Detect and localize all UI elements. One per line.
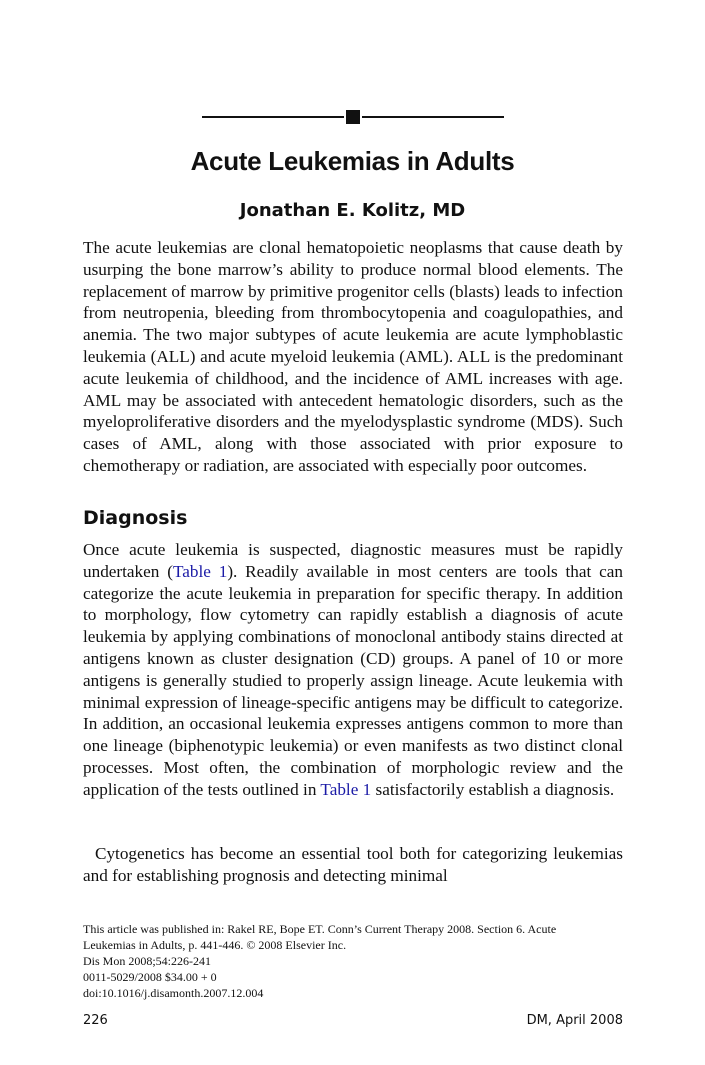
section-heading-diagnosis: Diagnosis xyxy=(83,507,188,529)
footnote-line: Leukemias in Adults, p. 441-446. © 2008 Elsevier Inc. xyxy=(83,938,347,952)
article-author: Jonathan E. Kolitz, MD xyxy=(239,200,466,221)
abstract-paragraph: The acute leukemias are clonal hematopoietic neoplasms that cause death by usurping the bone marrow’s ability to produce normal blood elements. The replacement of marrow by primitive progenitor cells (blasts) leads to infection from neutropenia, bleeding from thrombocytopenia and coagulopathies, and anemia. The two major subtypes of acute leukemia are acute lymphoblastic leukemia (ALL) and acute myeloid leukemia (AML). ALL is the predominant acute leukemia of childhood, and the incidence of AML increases with age. AML may be associated with antecedent hematologic disorders, such as the myeloproliferative disorders and the myelodysplastic syndrome (MDS). Such cases of AML, along with those associated with prior exposure to chemotherapy or radiation, are associated with especially poor outcomes. xyxy=(83,238,623,475)
page-number: 226 xyxy=(83,1013,108,1028)
diagnosis-paragraph-1 xyxy=(83,539,623,801)
table-1-link[interactable]: Table 1 xyxy=(172,561,228,581)
article-title: Acute Leukemias in Adults xyxy=(190,146,515,176)
ornament-line-right xyxy=(362,116,504,118)
footnote-line: 0011-5029/2008 $34.00 + 0 xyxy=(83,970,217,984)
publication-footnote xyxy=(83,921,623,1001)
table-1-link-second[interactable]: Table 1 xyxy=(320,779,372,799)
title-ornament xyxy=(202,110,504,124)
diagnosis-text-a: Once acute leukemia is suspected, diagnostic measures must be rapidly undertaken ( xyxy=(83,540,623,581)
footnote-line: Dis Mon 2008;54:226-241 xyxy=(83,954,212,968)
footnote-doi: doi:10.1016/j.disamonth.2007.12.004 xyxy=(83,986,264,1000)
journal-date: DM, April 2008 xyxy=(526,1013,623,1028)
diagnosis-paragraph-2: Cytogenetics has become an essential tool both for categorizing leukemias and for establishing prognosis and detecting minimal xyxy=(83,844,623,885)
ornament-line-left xyxy=(202,116,344,118)
footnote-line: This article was published in: Rakel RE, Bope ET. Conn’s Current Therapy 2008. Section 6. Acute xyxy=(83,922,557,936)
diagnosis-text-c: satisfactorily establish a diagnosis. xyxy=(371,779,615,799)
ornament-square-icon xyxy=(346,110,360,124)
diagnosis-text-b: ). Readily available in most centers are tools that can categorize the acute leukemia in preparation for specific therapy. In addition to morphology, flow cytometry can rapidly establish a diagnosis of acute leukemia by applying combinations of monoclonal antibody stains directed at antigens known as cluster designation (CD) groups. A panel of 10 or more antigens is generally studied to properly assign lineage. Acute leukemia with minimal expression of lineage-specific antigens may be difficult to categorize. In addition, an occasional leukemia expresses antigens common to more than one lineage (biphenotypic leukemia) or even manifests as two distinct clonal processes. Most often, the combination of morphologic review and the application of the tests outlined in xyxy=(83,561,623,799)
